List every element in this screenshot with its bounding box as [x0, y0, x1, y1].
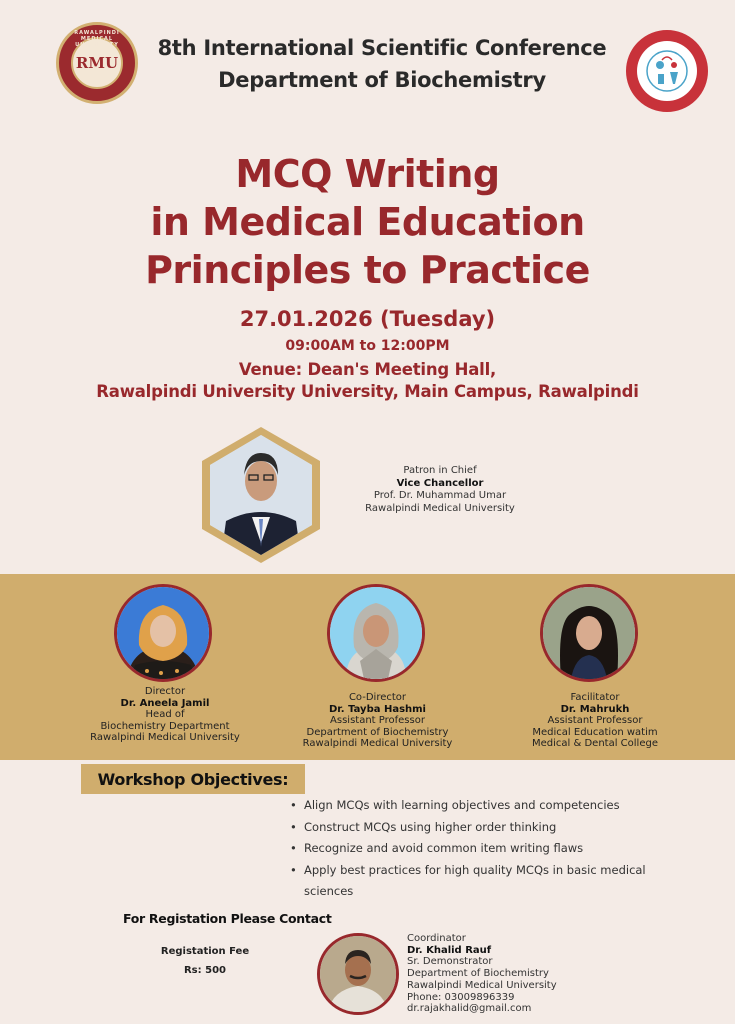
patron-details — [340, 465, 540, 515]
co-director-line-1: Assistant Professor — [330, 715, 425, 726]
patron-org: Rawalpindi Medical University — [365, 502, 515, 514]
coordinator-email[interactable]: dr.rajakhalid@gmail.com — [407, 1003, 532, 1015]
patron-role: Patron in Chief — [403, 465, 477, 476]
facilitator-details — [515, 692, 675, 750]
co-director-line-3: Rawalpindi Medical University — [302, 738, 453, 749]
director-name: Dr. Aneela Jamil — [120, 697, 210, 709]
event-date: 27.01.2026 (Tuesday) — [239, 307, 496, 331]
fee-label: Registation Fee — [160, 946, 250, 957]
event-time: 09:00AM to 12:00PM — [285, 338, 450, 354]
coordinator-title: Sr. Demonstrator — [407, 956, 493, 968]
patron-photo — [200, 425, 322, 565]
director-line-1: Head of — [145, 709, 185, 720]
registration-heading: For Registation Please Contact — [123, 911, 332, 926]
director-photo — [114, 584, 212, 682]
objective-item: • Apply best practices for high quality MCQs in basic medical sciences — [290, 860, 650, 903]
university-logo — [56, 22, 138, 104]
coordinator-role: Coordinator — [407, 933, 466, 944]
objective-item: • Recognize and avoid common item writing flaws — [290, 838, 650, 860]
objectives-heading: Workshop Objectives: — [81, 764, 305, 794]
conference-title: 8th International Scientific Conference — [157, 36, 607, 60]
objective-item: • Align MCQs with learning objectives and competencies — [290, 795, 650, 817]
objectives-list — [290, 795, 650, 903]
patron-title: Vice Chancellor — [396, 477, 484, 489]
fee-value: Rs: 500 — [183, 965, 226, 976]
director-line-3: Rawalpindi Medical University — [90, 732, 240, 743]
facilitator-line-2: Medical Education watim — [532, 726, 658, 738]
coordinator-dept: Department of Biochemistry — [407, 968, 549, 980]
co-director-role: Co-Director — [348, 692, 407, 703]
facilitator-photo — [540, 584, 638, 682]
coordinator-org: Rawalpindi Medical University — [407, 979, 557, 991]
co-director-line-2: Department of Biochemistry — [306, 726, 449, 738]
co-director-photo — [327, 584, 425, 682]
university-logo-ring: RAWALPINDI MEDICAL UNIVERSITY — [74, 30, 120, 48]
co-director-details — [290, 692, 465, 750]
workshop-title-line-2: in Medical Education — [150, 200, 585, 244]
department-logo-emblem — [637, 41, 697, 101]
facilitator-name: Dr. Mahrukh — [560, 703, 630, 715]
co-director-name: Dr. Tayba Hashmi — [328, 703, 426, 715]
director-line-2: Biochemistry Department — [100, 720, 230, 732]
objective-item: • Construct MCQs using higher order thinking — [290, 817, 650, 839]
university-logo-monogram: RMU — [71, 37, 123, 89]
coordinator-name: Dr. Khalid Rauf — [407, 944, 492, 956]
venue-line-2: Rawalpindi University University, Main Campus, Rawalpindi — [96, 382, 639, 401]
director-role: Director — [144, 686, 186, 697]
venue-line-1: Venue: Dean's Meeting Hall, — [238, 360, 497, 379]
coordinator-photo — [317, 933, 399, 1015]
director-details — [80, 686, 250, 744]
facilitator-line-1: Assistant Professor — [547, 715, 643, 726]
facilitator-role: Facilitator — [570, 692, 620, 703]
department-logo — [626, 30, 708, 112]
coordinator-phone: Phone: 03009896339 — [407, 991, 515, 1003]
department-title: Department of Biochemistry — [218, 68, 546, 92]
facilitator-line-3: Medical & Dental College — [532, 738, 658, 749]
coordinator-details — [407, 933, 557, 1015]
workshop-title-line-3: Principles to Practice — [145, 248, 590, 292]
patron-name: Prof. Dr. Muhammad Umar — [373, 490, 507, 501]
workshop-title-line-1: MCQ Writing — [235, 152, 500, 196]
registration-fee — [150, 942, 260, 980]
